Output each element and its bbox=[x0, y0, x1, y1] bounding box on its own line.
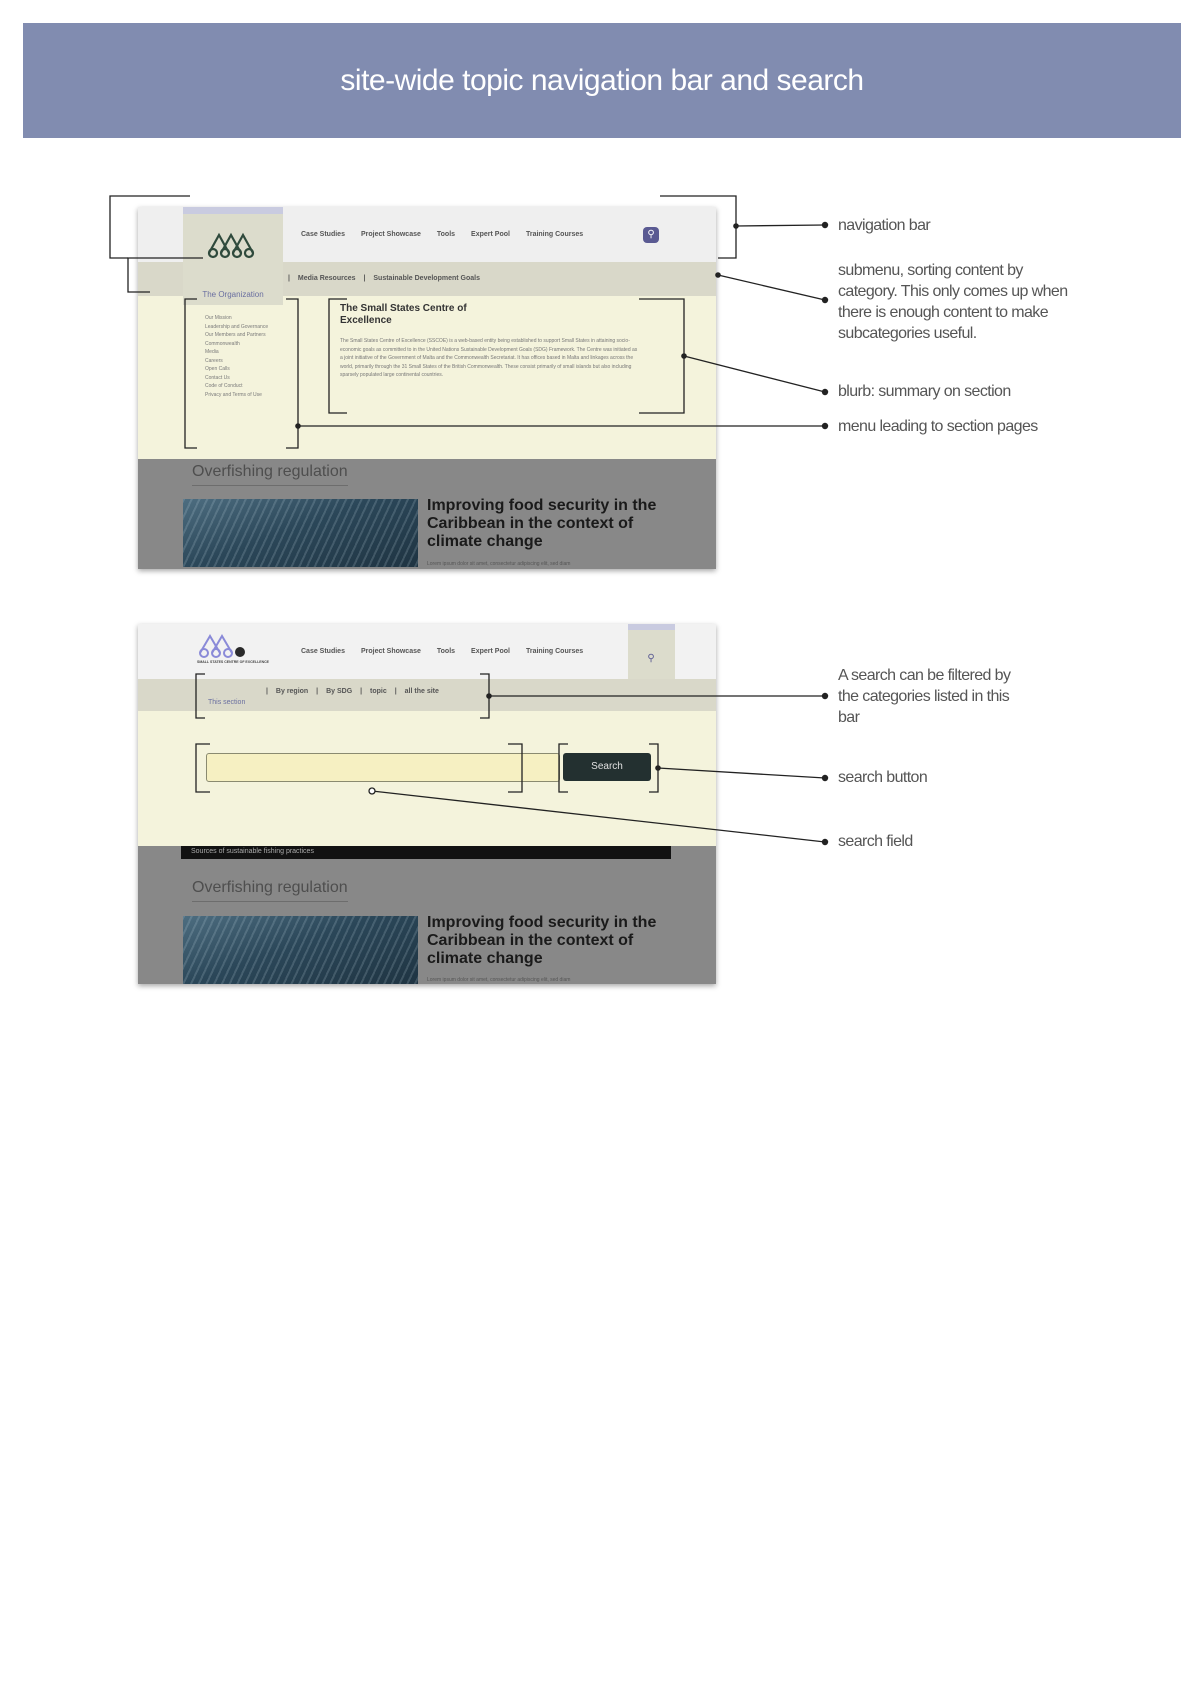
label-submenu: submenu, sorting content by category. This only comes up when there is enough content to make subcategories useful. bbox=[838, 262, 1068, 342]
filter-divider: | bbox=[316, 688, 319, 695]
org-tab-highlight bbox=[183, 207, 283, 214]
filter-items bbox=[266, 688, 445, 695]
dot bbox=[822, 839, 828, 845]
filter-by-topic[interactable]: topic bbox=[370, 688, 387, 695]
dot bbox=[822, 423, 828, 429]
side-menu-item[interactable]: Leadership and Governance bbox=[205, 323, 269, 330]
dot bbox=[715, 272, 721, 278]
page-title: site-wide topic navigation bar and search bbox=[340, 63, 864, 97]
label-search-filter: A search can be filtered by the categories listed in this bar bbox=[838, 667, 1011, 726]
dot bbox=[822, 389, 828, 395]
search-icon[interactable]: ⚲ bbox=[643, 227, 659, 243]
label-navigation-bar: navigation bar bbox=[838, 217, 931, 234]
org-tab-label: The Organization bbox=[202, 290, 264, 299]
filter-by-sdg[interactable]: By SDG bbox=[326, 688, 353, 695]
blurb-text: The Small States Centre of Excellence (SSCOE) is a web-based entity being established to support Small States in attaining socio-economic goals as committed to in the United Nations Sustainable Development Goals (SDG) Framework. The Centre was initiated as a joint initiative of the Government of Malta and the Commonwealth Secretariat. It has offices based in Malta and linkages across the world, primarily through the 31 Small States of the British Commonwealth. These consist primarily of small islands but also including sparsely populated large continental countries. bbox=[340, 338, 638, 378]
side-menu-item[interactable]: Code of Conduct bbox=[205, 383, 243, 389]
filter-divider: | bbox=[394, 688, 397, 695]
title-banner bbox=[23, 23, 1181, 138]
search-input[interactable] bbox=[206, 753, 560, 782]
nav-item-expert-pool[interactable]: Expert Pool bbox=[471, 231, 510, 238]
nav-item-case-studies[interactable]: Case Studies bbox=[301, 231, 345, 238]
article-headline[interactable]: Improving food security in the Caribbean in the context of climate change bbox=[427, 497, 657, 550]
submenu-item-media-resources[interactable]: Media Resources bbox=[297, 275, 356, 282]
logo-icon bbox=[205, 229, 261, 259]
side-menu-item[interactable]: Our Mission bbox=[205, 315, 232, 321]
section-title: Overfishing regulation bbox=[192, 463, 348, 486]
nav-items bbox=[301, 648, 583, 655]
section-title: Overfishing regulation bbox=[192, 879, 348, 902]
nav-item-project-showcase[interactable]: Project Showcase bbox=[360, 648, 421, 655]
label-blurb: blurb: summary on section bbox=[838, 383, 1011, 400]
dot bbox=[822, 693, 828, 699]
nav-items bbox=[301, 231, 583, 238]
article-headline[interactable]: Improving food security in the Caribbean in the context of climate change bbox=[427, 914, 657, 967]
search-tab[interactable] bbox=[628, 624, 675, 679]
nav-item-project-showcase[interactable]: Project Showcase bbox=[360, 231, 421, 238]
content-preview bbox=[138, 846, 716, 984]
side-menu-item[interactable]: Open Calls bbox=[205, 366, 230, 372]
leader-submenu bbox=[718, 275, 825, 300]
mockup-search bbox=[138, 624, 716, 984]
fish-image bbox=[183, 499, 418, 567]
search-button[interactable]: Search bbox=[563, 753, 651, 781]
search-icon[interactable]: ⚲ bbox=[647, 653, 655, 664]
dot bbox=[822, 297, 828, 303]
dot bbox=[733, 223, 739, 229]
submenu-divider: | bbox=[363, 275, 366, 282]
logo-text: SMALL STATES CENTRE OF EXCELLENCE bbox=[197, 660, 269, 664]
side-menu-item[interactable]: Careers bbox=[205, 357, 223, 364]
fish-image bbox=[183, 916, 418, 984]
side-menu-item[interactable]: Contact Us bbox=[205, 374, 230, 381]
logo-icon bbox=[196, 631, 252, 659]
section-tab-label: This section bbox=[208, 699, 246, 706]
filter-bar bbox=[138, 679, 716, 711]
dot bbox=[822, 222, 828, 228]
article-excerpt: Lorem ipsum dolor sit amet, consectetur adipiscing elit, sed diam bbox=[427, 561, 571, 567]
dark-strip-text: Sources of sustainable fishing practices bbox=[191, 848, 314, 855]
mockup-navigation bbox=[138, 207, 716, 569]
label-search-button: search button bbox=[838, 769, 928, 786]
dot bbox=[822, 775, 828, 781]
side-menu-item[interactable]: Media bbox=[205, 349, 219, 355]
article-excerpt: Lorem ipsum dolor sit amet, consectetur adipiscing elit, sed diam bbox=[427, 977, 571, 983]
dark-strip bbox=[181, 846, 671, 859]
blurb-title: The Small States Centre of Excellence bbox=[340, 303, 467, 326]
label-menu-section: menu leading to section pages bbox=[838, 418, 1038, 435]
label-search-field: search field bbox=[838, 833, 913, 850]
search-tab-highlight bbox=[628, 624, 675, 630]
nav-item-tools[interactable]: Tools bbox=[436, 648, 456, 655]
nav-item-expert-pool[interactable]: Expert Pool bbox=[471, 648, 510, 655]
filter-by-region[interactable]: By region bbox=[275, 688, 309, 695]
nav-item-training-courses[interactable]: Training Courses bbox=[525, 231, 584, 238]
submenu-items bbox=[288, 275, 486, 282]
org-tab[interactable] bbox=[183, 207, 283, 305]
submenu-item-sdg[interactable]: Sustainable Development Goals bbox=[373, 275, 480, 282]
nav-item-training-courses[interactable]: Training Courses bbox=[525, 648, 584, 655]
content-preview bbox=[138, 459, 716, 569]
nav-item-case-studies[interactable]: Case Studies bbox=[301, 648, 345, 655]
leader-navigation-bar bbox=[736, 225, 825, 226]
nav-item-tools[interactable]: Tools bbox=[436, 231, 456, 238]
side-menu-item[interactable]: Privacy and Terms of Use bbox=[205, 391, 262, 398]
filter-divider: | bbox=[266, 688, 268, 695]
section-side-menu bbox=[205, 314, 268, 399]
side-menu-item[interactable]: Our Members and Partners bbox=[205, 332, 266, 338]
filter-divider: | bbox=[360, 688, 363, 695]
submenu-divider: | bbox=[288, 275, 290, 282]
side-menu-item[interactable]: Commonwealth bbox=[205, 340, 240, 347]
filter-all-site[interactable]: all the site bbox=[404, 688, 439, 695]
